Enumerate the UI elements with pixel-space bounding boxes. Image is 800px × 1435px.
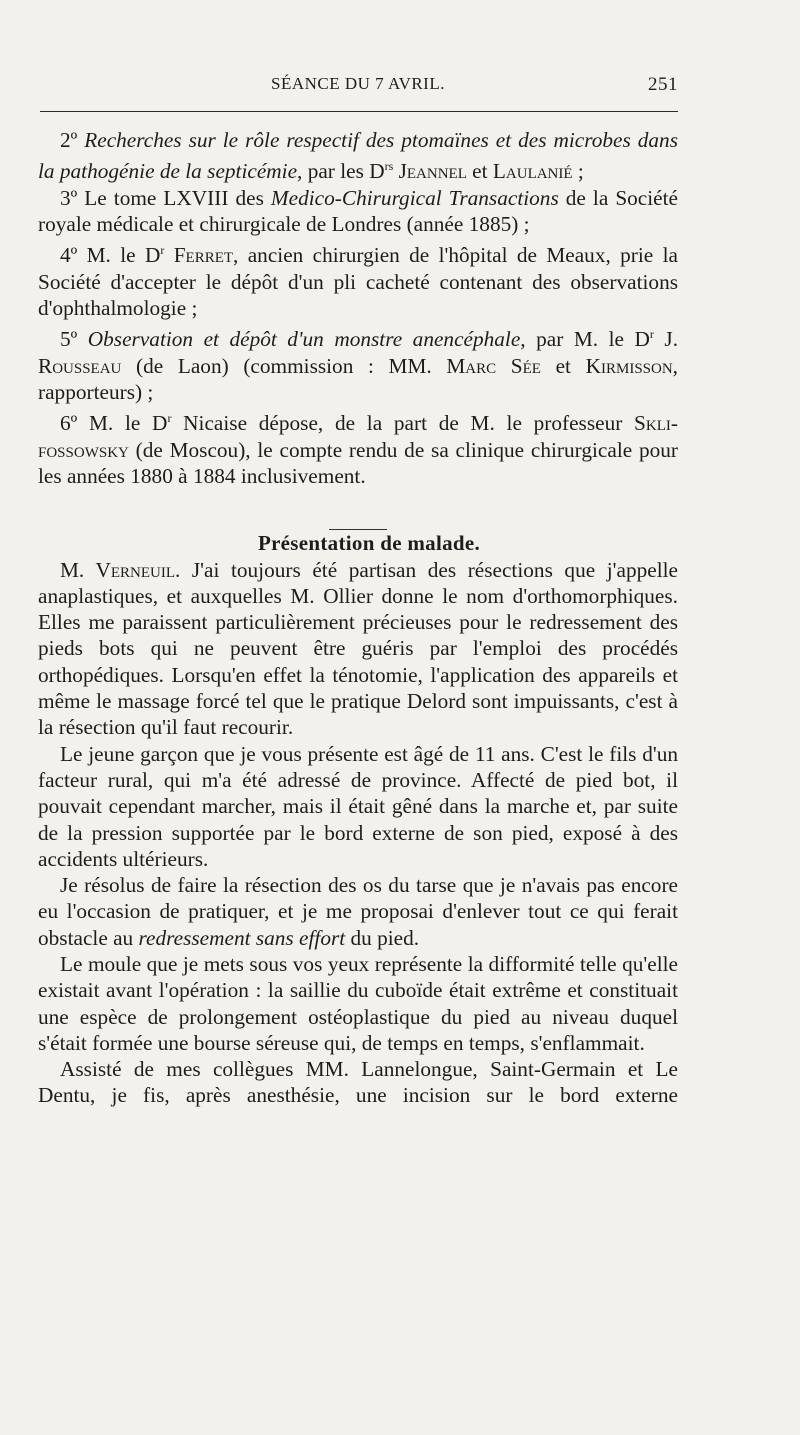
- item-5: 5º Observation et dépôt d'un monstre anencéphale, par M. le $D^r$ J. Rousseau (de Laon) (commission : MM. Marc Sée et Kirmisson, rapporteurs) ;: [38, 327, 679, 404]
- author-ferret: Ferret: [173, 243, 234, 268]
- author-sklifossowsky: Sklifossowsky: [38, 411, 678, 462]
- running-title: SÉANCE DU 7 AVRIL.: [271, 74, 445, 93]
- paragraph-4: Le moule que je mets sous vos yeux représente la difformité telle qu'elle existait avant l'opération : la saillie du cuboïde était extrême et constituait une espèce de prolongement ostéoplastique du pied au niveau duquel s'était formée une bourse séreuse qui, de temps en temps, s'enflammait.: [38, 951, 678, 1055]
- paragraph-3: Je résolus de faire la résection des os du tarse que je n'avais pas encore eu l'occasion de pratiquer, et je me proposai d'enlever tout ce qui ferait obstacle au redressement sans effort du pied.: [38, 873, 678, 950]
- running-header: [38, 74, 678, 104]
- header-rule: [40, 111, 678, 112]
- item-5-title: Observation et dépôt d'un monstre anencéphale,: [87, 327, 526, 352]
- commission-marc-see: Marc Sée: [446, 353, 541, 378]
- item-2: 2º Recherches sur le rôle respectif des ptomaïnes et des microbes dans la pathogénie de la septicémie, par les $D^{rs}$ Jeannel et Laulanié ;: [38, 128, 678, 184]
- item-2-title: Recherches sur le rôle respectif des ptomaïnes et des microbes dans la pathogénie de la septicémie,: [38, 128, 678, 184]
- journal-title: Medico-Chirurgical Transactions: [270, 185, 559, 210]
- paragraph-5: Assisté de mes collègues MM. Lannelongue, Saint-Germain et Le Dentu, je fis, après anesthésie, une incision sur le bord externe: [38, 1057, 678, 1108]
- author-laulanie: Laulanié: [492, 159, 573, 184]
- author-jeannel: Jeannel: [398, 159, 467, 184]
- page-number: 251: [648, 74, 678, 95]
- paragraph-2: Le jeune garçon que je vous présente est âgé de 11 ans. C'est le fils d'un facteur rural, qui m'a été adressé de province. Affecté de pied bot, il pouvait cependant marcher, mais il était gêné dans la marche et, par suite de la pression supportée par le bord externe de son pied, exposé à des accidents ultérieurs.: [38, 741, 678, 871]
- paragraph-1: M. Verneuil. J'ai toujours été partisan des résections que j'appelle anaplastiques, et auxquelles M. Ollier donne le nom d'orthomorphiques. Elles me paraissent particulièrement précieuses pour le redressement des pieds bots qui ne peuvent être guéris par l'emploi des procédés orthopédiques. Lorsqu'en effet la ténotomie, l'application des appareils et même le massage forcé tel que le pratique Delord sont impuissants, c'est à la résection qu'il faut recourir.: [38, 557, 678, 740]
- item-6: 6º M. le $D^r$ Nicaise dépose, de la part de M. le professeur Sklifossowsky (de Moscou), le compte rendu de sa clinique chirurgicale pour les années 1880 à 1884 inclusivement.: [38, 411, 678, 488]
- commission-kirmisson: Kirmisson: [585, 353, 673, 378]
- body-text: [38, 127, 678, 1109]
- author-rousseau: J. Rousseau: [38, 327, 679, 378]
- item-4: 4º M. le $D^r$ Ferret, ancien chirurgien de l'hôpital de Meaux, prie la Société d'accepter le dépôt d'un pli cacheté contenant des observations d'ophthalmologie ;: [38, 243, 678, 320]
- item-3: 3º Le tome LXVIII des Medico-Chirurgical Transactions de la Société royale médicale et chirurgicale de Londres (année 1885) ;: [38, 185, 679, 236]
- emphasis-redressement: redressement sans effort: [138, 925, 346, 950]
- speaker-verneuil: M. Verneuil.: [60, 557, 181, 582]
- section-title: Présentation de malade.: [257, 531, 481, 556]
